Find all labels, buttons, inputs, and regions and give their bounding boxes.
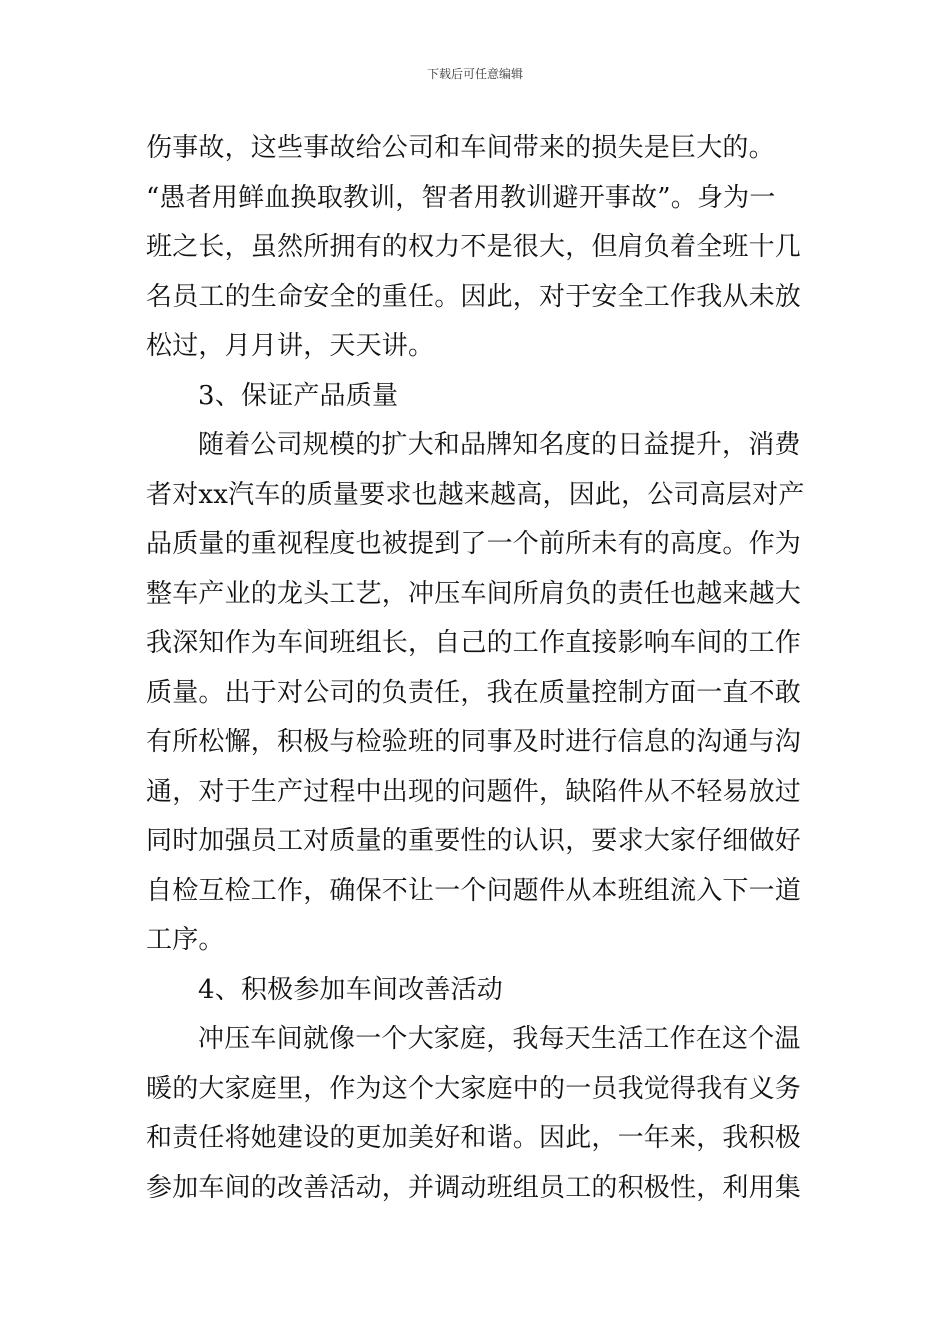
text-line: 松过，月月讲，天天讲。 <box>146 331 435 361</box>
section-heading: 4、积极参加车间改善活动 <box>198 974 503 1005</box>
text-line: 伤事故，这些事故给公司和车间带来的损失是巨大的。 <box>146 133 775 163</box>
text-line: 班之长，虽然所拥有的权力不是很大，但肩负着全班十几 <box>146 232 802 262</box>
text-line: 我深知作为车间班组长，自己的工作直接影响车间的工作 <box>146 628 802 658</box>
text-line: 工序。 <box>146 925 225 955</box>
text-line: 名员工的生命安全的重任。因此，对于安全工作我从未放 <box>146 281 802 312</box>
text-line: 参加车间的改善活动，并调动班组员工的积极性，利用集 <box>146 1172 802 1203</box>
document-body <box>146 124 806 1213</box>
text-line: 冲压车间就像一个大家庭，我每天生活工作在这个温 <box>198 1024 801 1054</box>
text-line: 和责任将她建设的更加美好和谐。因此，一年来，我积极 <box>146 1123 802 1153</box>
text-line: 随着公司规模的扩大和品牌知名度的日益提升，消费 <box>198 430 801 460</box>
text-line: “愚者用鲜血换取教训，智者用教训避开事故”。身为一 <box>146 182 776 213</box>
text-line: 整车产业的龙头工艺，冲压车间所肩负的责任也越来越大 <box>146 578 802 609</box>
text-line: 者对xx汽车的质量要求也越来越高，因此，公司高层对产 <box>146 479 805 510</box>
text-line: 同时加强员工对质量的重要性的认识，要求大家仔细做好 <box>146 826 802 856</box>
text-line: 暖的大家庭里，作为这个大家庭中的一员我觉得我有义务 <box>146 1073 802 1104</box>
header-note: 下载后可任意编辑 <box>426 67 523 81</box>
text-line: 质量。出于对公司的负责任，我在质量控制方面一直不敢 <box>146 677 802 708</box>
section-heading: 3、保证产品质量 <box>198 380 399 411</box>
text-line: 通，对于生产过程中出现的问题件，缺陷件从不轻易放过 <box>146 776 802 807</box>
text-line: 自检互检工作，确保不让一个问题件从本班组流入下一道 <box>146 875 802 906</box>
text-line: 有所松懈，积极与检验班的同事及时进行信息的沟通与沟 <box>146 727 802 757</box>
text-line: 品质量的重视程度也被提到了一个前所未有的高度。作为 <box>146 529 802 559</box>
